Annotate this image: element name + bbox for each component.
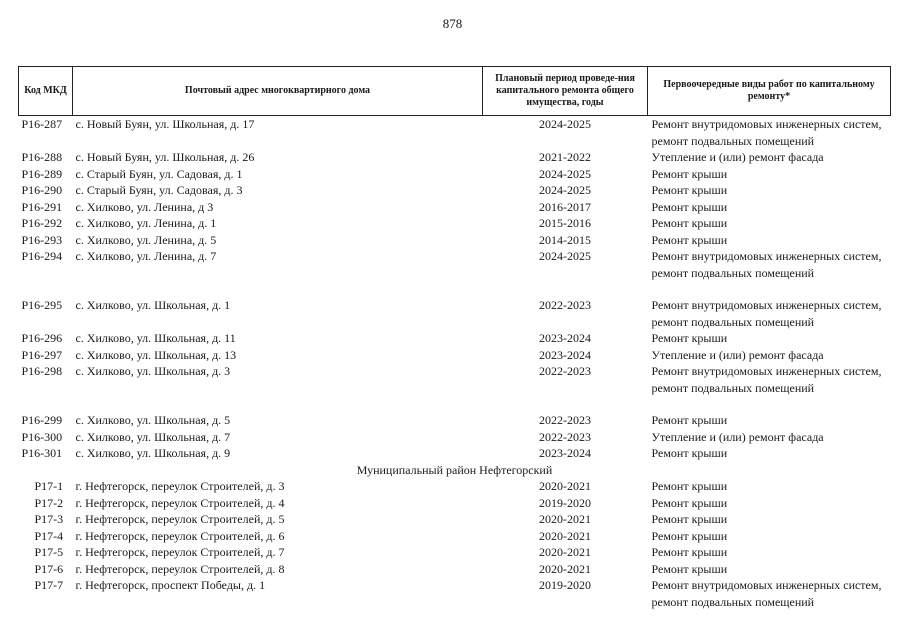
works-line: Ремонт крыши xyxy=(651,183,728,197)
cell-works xyxy=(648,215,891,232)
table-row xyxy=(19,561,891,578)
works-line: Ремонт крыши xyxy=(651,331,728,345)
cell-works xyxy=(648,199,891,216)
cell-period: 2023-2024 xyxy=(539,347,591,362)
works-line: Ремонт крыши xyxy=(651,232,728,247)
cell-code: Р16-295 xyxy=(21,298,63,312)
table-header xyxy=(19,67,891,116)
cell-address: г. Нефтегорск, переулок Строителей, д. 4 xyxy=(75,495,285,510)
cell-period: 2014-2015 xyxy=(539,232,591,247)
works-line: Ремонт крыши xyxy=(651,413,728,427)
cell-address: г. Нефтегорск, проспект Победы, д. 1 xyxy=(75,578,266,592)
page-number: 878 xyxy=(442,16,463,31)
header-code: Код МКД xyxy=(19,67,73,116)
cell-period: 2024-2025 xyxy=(539,183,591,197)
cell-works xyxy=(648,166,891,183)
cell-period: 2016-2017 xyxy=(539,199,591,214)
table-body xyxy=(19,116,891,611)
capital-repair-table xyxy=(18,66,891,610)
cell-code: Р17-6 xyxy=(34,561,64,576)
cell-works xyxy=(648,544,891,561)
cell-period: 2020-2021 xyxy=(539,561,591,576)
cell-code: Р16-294 xyxy=(21,249,63,263)
row-spacer xyxy=(19,281,891,297)
table-row xyxy=(19,116,891,150)
cell-period: 2022-2023 xyxy=(539,413,591,427)
header-row xyxy=(19,67,891,116)
cell-period: 2022-2023 xyxy=(539,298,591,312)
cell-address: с. Хилково, ул. Школьная, д. 11 xyxy=(75,331,236,345)
cell-address: с. Хилково, ул. Школьная, д. 7 xyxy=(75,429,231,444)
cell-code: Р16-288 xyxy=(21,150,63,164)
cell-address: с. Хилково, ул. Школьная, д. 13 xyxy=(75,347,237,362)
cell-works xyxy=(648,363,891,396)
cell-code: Р16-296 xyxy=(21,331,63,345)
cell-works xyxy=(648,149,891,166)
cell-works xyxy=(648,577,891,610)
cell-address: с. Старый Буян, ул. Садовая, д. 3 xyxy=(75,183,243,197)
section-title: Муниципальный район Нефтегорский xyxy=(356,462,553,477)
cell-code: Р17-5 xyxy=(34,545,64,559)
cell-code: Р17-2 xyxy=(34,495,64,510)
table-row xyxy=(19,347,891,364)
cell-code: Р16-297 xyxy=(21,347,63,362)
works-line: Ремонт крыши xyxy=(651,166,728,181)
cell-works xyxy=(648,412,891,429)
cell-period: 2023-2024 xyxy=(539,446,591,460)
cell-code: Р16-301 xyxy=(21,446,63,460)
cell-code: Р16-292 xyxy=(21,216,63,230)
table-row xyxy=(19,511,891,528)
cell-address: г. Нефтегорск, переулок Строителей, д. 7 xyxy=(75,545,285,559)
works-line: ремонт подвальных помещений xyxy=(651,380,815,395)
cell-address: с. Хилково, ул. Школьная, д. 3 xyxy=(75,364,231,378)
cell-period: 2021-2022 xyxy=(539,150,591,164)
cell-code: Р17-7 xyxy=(34,578,64,592)
cell-address: с. Хилково, ул. Школьная, д. 5 xyxy=(75,413,231,427)
cell-code: Р17-3 xyxy=(34,512,64,526)
cell-period: 2020-2021 xyxy=(539,479,591,493)
works-line: Ремонт крыши xyxy=(651,512,728,526)
works-line: Ремонт крыши xyxy=(651,446,728,460)
table-row xyxy=(19,149,891,166)
cell-period: 2022-2023 xyxy=(539,364,591,378)
cell-address: с. Хилково, ул. Ленина, д. 7 xyxy=(75,249,217,263)
works-line: Ремонт крыши xyxy=(651,199,728,214)
cell-works xyxy=(648,561,891,578)
cell-works xyxy=(648,297,891,330)
works-line: Ремонт крыши xyxy=(651,545,728,559)
cell-period: 2019-2020 xyxy=(539,578,591,592)
cell-code: Р17-1 xyxy=(34,479,64,493)
cell-works xyxy=(648,429,891,446)
cell-period: 2022-2023 xyxy=(539,429,591,444)
table-row xyxy=(19,215,891,232)
works-line: Ремонт крыши xyxy=(651,495,728,510)
cell-code: Р16-293 xyxy=(21,232,63,247)
cell-works xyxy=(648,330,891,347)
table-row xyxy=(19,577,891,610)
cell-period: 2020-2021 xyxy=(539,512,591,526)
cell-works xyxy=(648,511,891,528)
works-line: Ремонт крыши xyxy=(651,479,728,493)
cell-address: с. Хилково, ул. Ленина, д. 5 xyxy=(75,232,217,247)
works-line: ремонт подвальных помещений xyxy=(651,133,815,148)
cell-address: с. Старый Буян, ул. Садовая, д. 1 xyxy=(75,166,243,181)
cell-works xyxy=(648,116,891,150)
works-line: Ремонт крыши xyxy=(651,528,728,543)
cell-works xyxy=(648,232,891,249)
works-line: Утепление и (или) ремонт фасада xyxy=(651,429,824,444)
spacer-cell xyxy=(19,281,891,297)
cell-address: с. Новый Буян, ул. Школьная, д. 17 xyxy=(75,117,255,131)
table-row xyxy=(19,544,891,561)
cell-address: с. Хилково, ул. Ленина, д 3 xyxy=(75,199,214,214)
cell-period: 2020-2021 xyxy=(539,528,591,543)
cell-period: 2024-2025 xyxy=(539,166,591,181)
table-row xyxy=(19,182,891,199)
works-line: Ремонт внутридомовых инженерных систем, xyxy=(651,117,882,131)
cell-code: Р16-290 xyxy=(21,183,63,197)
works-line: Ремонт крыши xyxy=(651,216,728,230)
works-line: ремонт подвальных помещений xyxy=(651,594,815,609)
cell-address: г. Нефтегорск, переулок Строителей, д. 3 xyxy=(75,479,285,493)
cell-period: 2023-2024 xyxy=(539,331,591,345)
works-line: Ремонт крыши xyxy=(651,561,728,576)
cell-code: Р16-299 xyxy=(21,413,63,427)
cell-address: с. Хилково, ул. Ленина, д. 1 xyxy=(75,216,217,230)
works-line: Ремонт внутридомовых инженерных систем, xyxy=(651,578,882,592)
cell-period: 2024-2025 xyxy=(539,249,591,263)
cell-address: г. Нефтегорск, переулок Строителей, д. 5 xyxy=(75,512,285,526)
cell-works xyxy=(648,445,891,462)
cell-code: Р16-289 xyxy=(21,166,63,181)
table-row xyxy=(19,330,891,347)
cell-address: с. Хилково, ул. Школьная, д. 1 xyxy=(75,298,231,312)
works-line: Ремонт внутридомовых инженерных систем, xyxy=(651,249,882,263)
cell-works xyxy=(648,182,891,199)
cell-address: с. Новый Буян, ул. Школьная, д. 26 xyxy=(75,150,255,164)
header-works: Первоочередные виды работ по капитальному ремонту* xyxy=(648,67,891,116)
cell-works xyxy=(648,248,891,281)
table-row xyxy=(19,297,891,330)
cell-code: Р16-298 xyxy=(21,364,63,378)
cell-period: 2019-2020 xyxy=(539,495,591,510)
works-line: ремонт подвальных помещений xyxy=(651,314,815,329)
cell-works xyxy=(648,495,891,512)
works-line: Ремонт внутридомовых инженерных систем, xyxy=(651,364,882,378)
works-line: Утепление и (или) ремонт фасада xyxy=(651,347,824,362)
section-row xyxy=(19,462,891,479)
cell-works xyxy=(648,347,891,364)
table-row xyxy=(19,166,891,183)
header-period: Плановый период проведе-ния капитального ремонта общего имущества, годы xyxy=(483,67,648,116)
table-row xyxy=(19,429,891,446)
cell-code: Р16-300 xyxy=(21,429,63,444)
table-row xyxy=(19,528,891,545)
cell-code: Р16-291 xyxy=(21,199,63,214)
cell-address: г. Нефтегорск, переулок Строителей, д. 6 xyxy=(75,528,285,543)
header-address: Почтовый адрес многоквартирного дома xyxy=(73,67,483,116)
works-line: Ремонт внутридомовых инженерных систем, xyxy=(651,298,882,312)
cell-code: Р16-287 xyxy=(21,117,63,131)
row-spacer xyxy=(19,396,891,412)
table-row xyxy=(19,445,891,462)
table-row xyxy=(19,248,891,281)
cell-works xyxy=(648,528,891,545)
cell-works xyxy=(648,478,891,495)
table-row xyxy=(19,232,891,249)
cell-code: Р17-4 xyxy=(34,528,64,543)
cell-period: 2020-2021 xyxy=(539,545,591,559)
works-line: Утепление и (или) ремонт фасада xyxy=(651,150,824,164)
table-row xyxy=(19,412,891,429)
table-row xyxy=(19,495,891,512)
cell-address: г. Нефтегорск, переулок Строителей, д. 8 xyxy=(75,561,285,576)
table-row xyxy=(19,363,891,396)
spacer-cell xyxy=(19,396,891,412)
works-line: ремонт подвальных помещений xyxy=(651,265,815,280)
cell-period: 2015-2016 xyxy=(539,216,591,230)
table-row xyxy=(19,478,891,495)
cell-period: 2024-2025 xyxy=(539,117,591,131)
table-row xyxy=(19,199,891,216)
cell-address: с. Хилково, ул. Школьная, д. 9 xyxy=(75,446,231,460)
